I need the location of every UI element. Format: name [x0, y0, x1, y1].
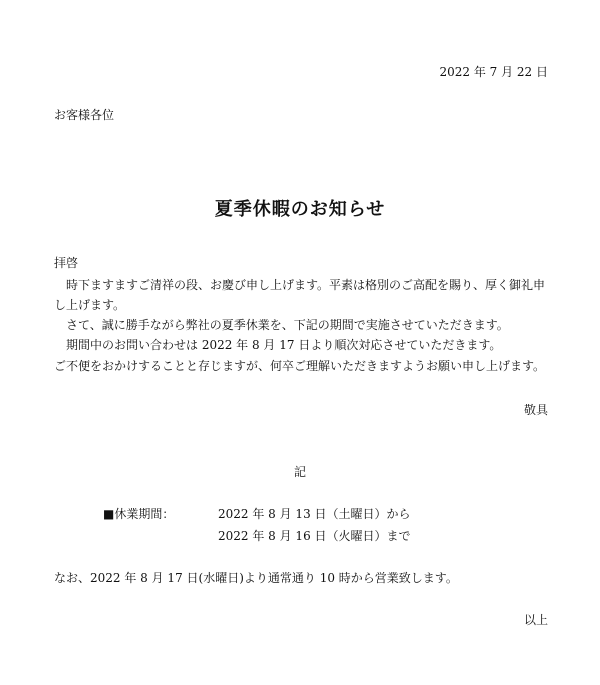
ki-heading: 記: [293, 465, 306, 479]
paragraph-apology: ご不便をおかけすることと存じますが、何卒ご理解いただきますようお願い申し上げます。: [54, 359, 546, 373]
letter-date: 2022 年 7 月 22 日: [439, 65, 548, 79]
addressee: お客様各位: [54, 108, 115, 122]
closing-salutation: 敬具: [523, 403, 548, 417]
end-mark: 以上: [523, 613, 548, 627]
holiday-period-end: 2022 年 8 月 16 日（火曜日）まで: [218, 529, 411, 543]
paragraph-inquiry: 期間中のお問い合わせは 2022 年 8 月 17 日より順次対応させていただきます。: [54, 338, 502, 352]
holiday-period-label: ■休業期間：: [103, 507, 175, 521]
document-title: 夏季休暇のお知らせ: [214, 199, 386, 220]
resume-note: なお、2022 年 8 月 17 日(水曜日)より通常通り 10 時から営業致します。: [54, 571, 458, 585]
paragraph-announcement: さて、誠に勝手ながら弊社の夏季休業を、下記の期間で実施させていただきます。: [54, 318, 509, 332]
holiday-period-start: 2022 年 8 月 13 日（土曜日）から: [218, 507, 411, 521]
opening-salutation: 拝啓: [54, 256, 79, 270]
paragraph-greeting: 時下ますますご清祥の段、お慶び申し上げます。平素は格別のご高配を賜り、厚く御礼申し上げます。: [54, 278, 546, 312]
